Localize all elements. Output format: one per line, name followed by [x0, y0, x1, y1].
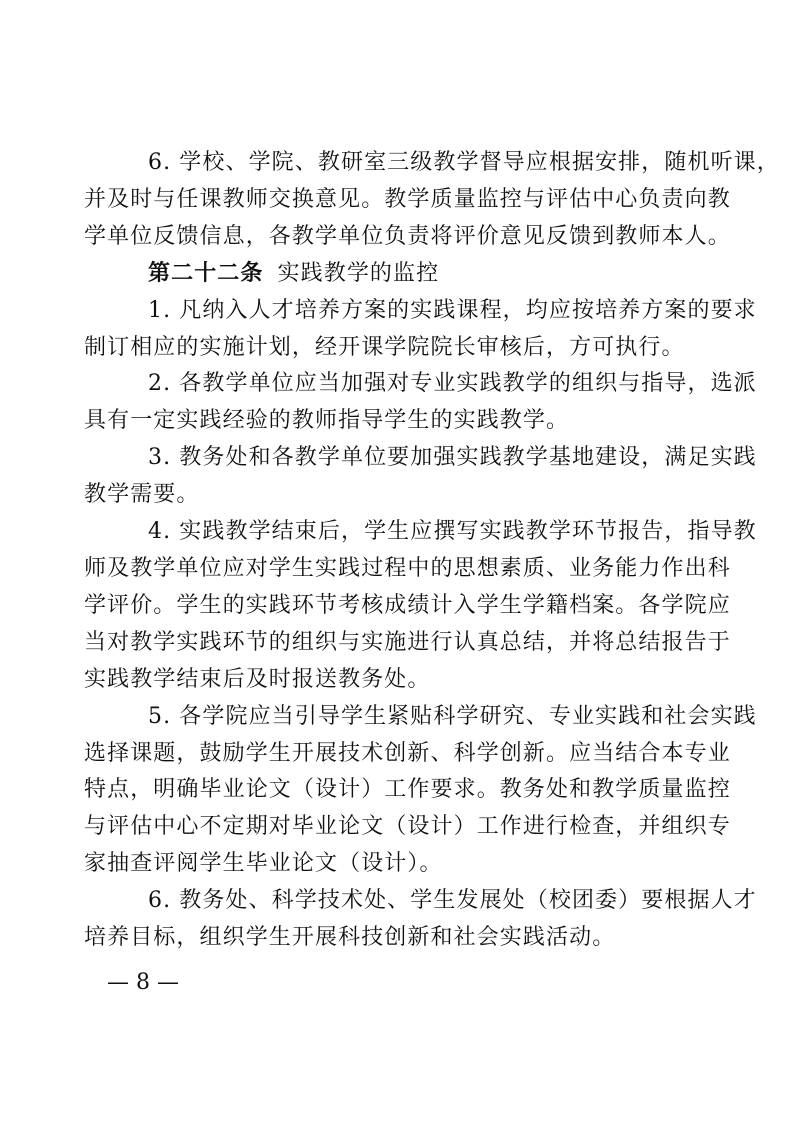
paragraph-line: 学单位反馈信息，各教学单位负责将评价意见反馈到教师本人。 — [84, 223, 731, 249]
page-number: — 8 — — [107, 970, 179, 995]
paragraph-line: 5. 各学院应当引导学生紧贴科学研究、专业实践和社会实践 — [148, 703, 757, 729]
paragraph-line: 1. 凡纳入人才培养方案的实践课程，均应按培养方案的要求 — [148, 297, 757, 323]
paragraph-line: 学评价。学生的实践环节考核成绩计入学生学籍档案。各学院应 — [84, 592, 731, 618]
paragraph-line: 师及教学单位应对学生实践过程中的思想素质、业务能力作出科 — [84, 556, 731, 581]
paragraph-line: 选择课题，鼓励学生开展技术创新、科学创新。应当结合本专业 — [84, 740, 731, 766]
paragraph-line: 2. 各教学单位应当加强对专业实践教学的组织与指导，选派 — [148, 371, 757, 397]
paragraph-line: 教学需要。 — [84, 482, 200, 508]
paragraph-line: 4. 实践教学结束后，学生应撰写实践教学环节报告，指导教 — [148, 519, 757, 545]
paragraph-line: 6. 学校、学院、教研室三级教学督导应根据安排，随机听课， — [148, 150, 780, 175]
paragraph-line: 与评估中心不定期对毕业论文（设计）工作进行检查，并组织专 — [84, 814, 731, 840]
paragraph-line: 具有一定实践经验的教师指导学生的实践教学。 — [84, 408, 570, 434]
paragraph-line: 并及时与任课教师交换意见。教学质量监控与评估中心负责向教 — [84, 186, 731, 212]
paragraph-line: 制订相应的实施计划，经开课学院院长审核后，方可执行。 — [84, 334, 685, 360]
paragraph-line: 当对教学实践环节的组织与实施进行认真总结，并将总结报告于 — [84, 629, 731, 655]
article-title: 实践教学的监控 — [277, 260, 440, 286]
paragraph-line: 实践教学结束后及时报送教务处。 — [84, 666, 431, 692]
paragraph-line: 6. 教务处、科学技术处、学生发展处（校团委）要根据人才 — [148, 888, 757, 914]
article-heading — [148, 259, 439, 289]
paragraph-line: 家抽查评阅学生毕业论文（设计）。 — [84, 851, 443, 877]
paragraph-line: 培养目标，组织学生开展科技创新和社会实践活动。 — [84, 925, 616, 951]
paragraph-line: 特点，明确毕业论文（设计）工作要求。教务处和教学质量监控 — [84, 777, 731, 803]
article-number: 第二十二条 — [148, 260, 264, 286]
paragraph-line: 3. 教务处和各教学单位要加强实践教学基地建设，满足实践 — [148, 445, 757, 471]
